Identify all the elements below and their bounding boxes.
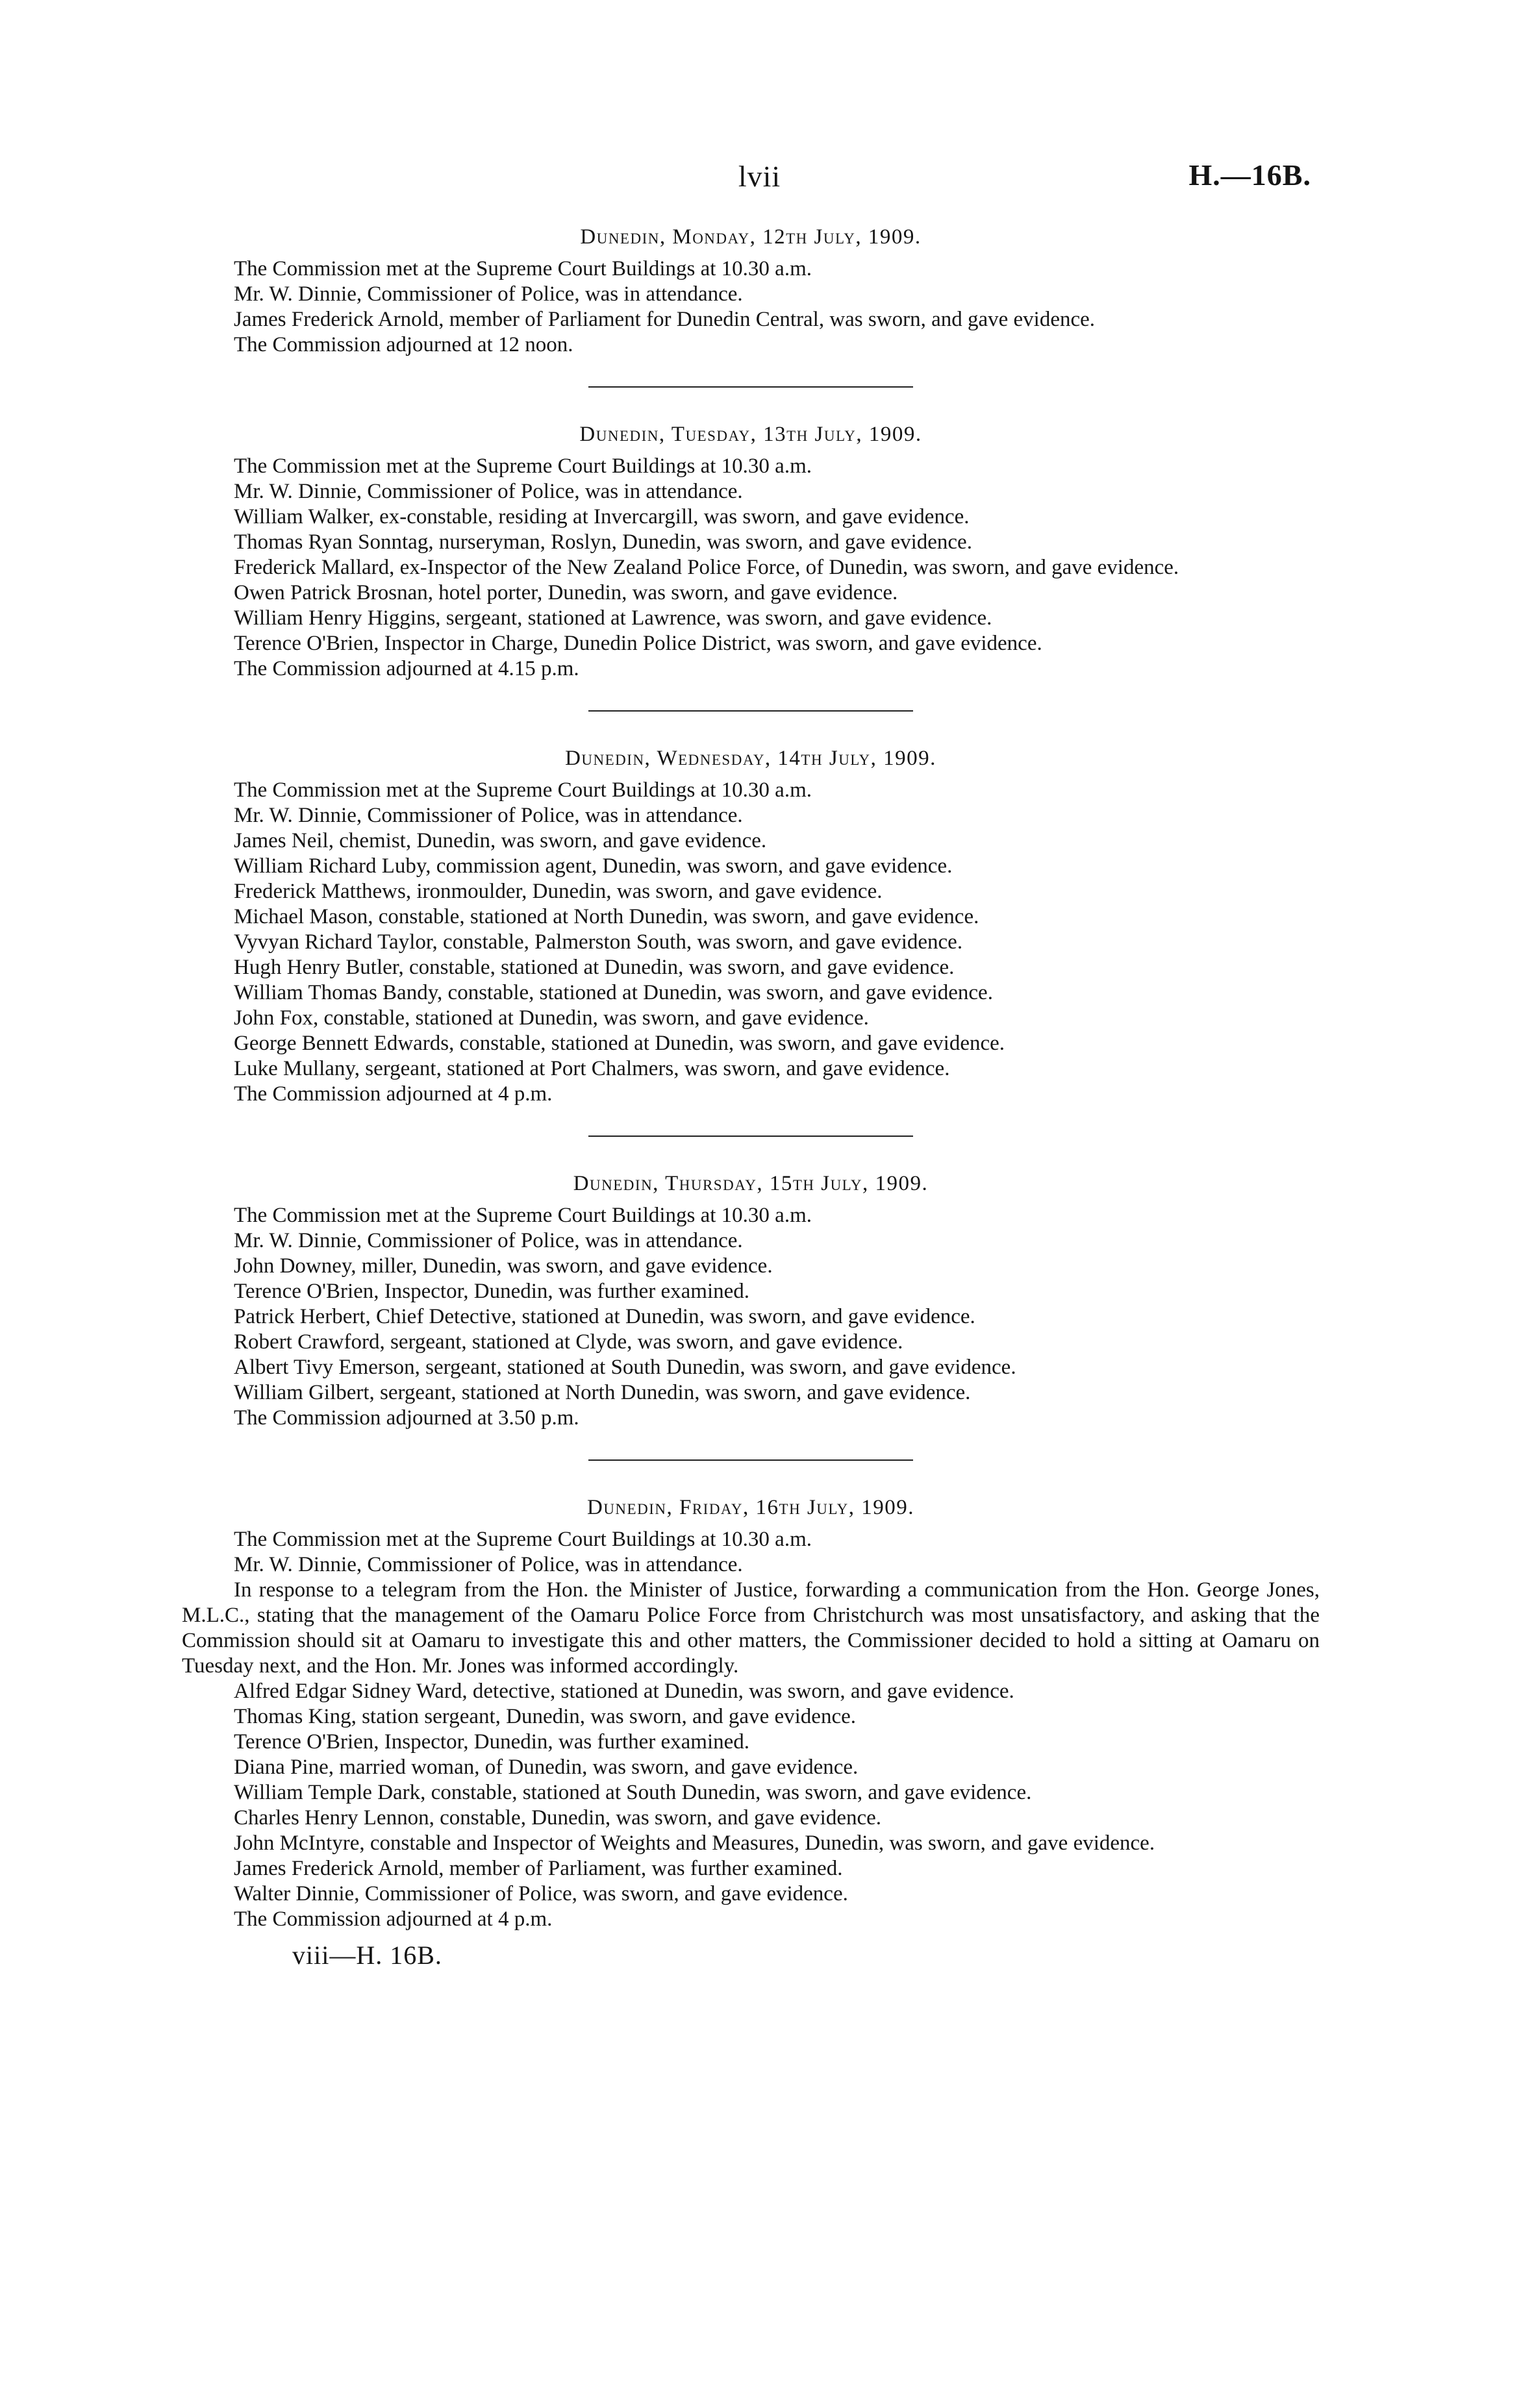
document-reference: H.—16B. bbox=[1188, 158, 1311, 192]
minute-entry: Alfred Edgar Sidney Ward, detective, stationed at Dunedin, was sworn, and gave evidence. bbox=[234, 1680, 1014, 1703]
minute-entry: Patrick Herbert, Chief Detective, stationed at Dunedin, was sworn, and gave evidence. bbox=[234, 1305, 975, 1328]
minute-entry: Thomas King, station sergeant, Dunedin, was sworn, and gave evidence. bbox=[234, 1705, 856, 1728]
session-friday bbox=[182, 1495, 1320, 1932]
session-thursday bbox=[182, 1171, 1320, 1431]
minute-entry: John McIntyre, constable and Inspector of Weights and Measures, Dunedin, was sworn, and gave evidence. bbox=[234, 1831, 1155, 1855]
minute-entry: James Frederick Arnold, member of Parliament, was further examined. bbox=[234, 1857, 843, 1880]
minute-entry: James Neil, chemist, Dunedin, was sworn, and gave evidence. bbox=[234, 829, 767, 852]
minute-entry: James Frederick Arnold, member of Parliament for Dunedin Central, was sworn, and gave evidence. bbox=[234, 308, 1096, 331]
minute-entry: Albert Tivy Emerson, sergeant, stationed at South Dunedin, was sworn, and gave evidence. bbox=[234, 1356, 1016, 1379]
minute-entry: George Bennett Edwards, constable, stationed at Dunedin, was sworn, and gave evidence. bbox=[234, 1032, 1005, 1055]
minute-entry: William Thomas Bandy, constable, stationed at Dunedin, was sworn, and gave evidence. bbox=[234, 981, 993, 1004]
minute-entry: William Walker, ex-constable, residing at Invercargill, was sworn, and gave evidence. bbox=[234, 505, 970, 528]
minute-entry: John Fox, constable, stationed at Dunedin, was sworn, and gave evidence. bbox=[234, 1006, 869, 1030]
session-tuesday bbox=[182, 421, 1320, 682]
session-monday bbox=[182, 224, 1320, 358]
minute-entry: Terence O'Brien, Inspector, Dunedin, was further examined. bbox=[234, 1730, 750, 1754]
section-divider bbox=[588, 386, 913, 388]
minute-entry: The Commission met at the Supreme Court Buildings at 10.30 a.m. bbox=[234, 257, 812, 280]
minute-entry: Hugh Henry Butler, constable, stationed at Dunedin, was sworn, and gave evidence. bbox=[234, 956, 955, 979]
minute-entry: Owen Patrick Brosnan, hotel porter, Dunedin, was sworn, and gave evidence. bbox=[234, 581, 898, 604]
minute-entry: The Commission adjourned at 4 p.m. bbox=[234, 1082, 553, 1106]
minute-entry: Mr. W. Dinnie, Commissioner of Police, was in attendance. bbox=[234, 804, 743, 827]
session-heading: Dunedin, Tuesday, 13th July, 1909. bbox=[579, 423, 922, 446]
section-divider bbox=[588, 710, 913, 712]
minute-entry: Thomas Ryan Sonntag, nurseryman, Roslyn, Dunedin, was sworn, and gave evidence. bbox=[234, 530, 972, 554]
minute-entry: The Commission adjourned at 4.15 p.m. bbox=[234, 657, 579, 680]
minute-entry: Terence O'Brien, Inspector in Charge, Dunedin Police District, was sworn, and gave evidence. bbox=[234, 632, 1042, 655]
minute-entry: William Temple Dark, constable, stationed at South Dunedin, was sworn, and gave evidence. bbox=[234, 1781, 1032, 1804]
minute-entry: William Gilbert, sergeant, stationed at North Dunedin, was sworn, and gave evidence. bbox=[234, 1381, 971, 1404]
signature-reference: viii—H. 16B. bbox=[292, 1941, 442, 1970]
section-divider bbox=[588, 1136, 913, 1137]
session-wednesday bbox=[182, 745, 1320, 1107]
minute-entry: Mr. W. Dinnie, Commissioner of Police, was in attendance. bbox=[234, 480, 743, 503]
minute-entry: The Commission met at the Supreme Court Buildings at 10.30 a.m. bbox=[234, 1528, 812, 1551]
session-heading: Dunedin, Thursday, 15th July, 1909. bbox=[573, 1172, 929, 1195]
minute-entry: Mr. W. Dinnie, Commissioner of Police, was in attendance. bbox=[234, 1553, 743, 1576]
minute-entry: Diana Pine, married woman, of Dunedin, was sworn, and gave evidence. bbox=[234, 1756, 859, 1779]
minute-entry: The Commission met at the Supreme Court Buildings at 10.30 a.m. bbox=[234, 454, 812, 478]
session-heading: Dunedin, Monday, 12th July, 1909. bbox=[580, 225, 922, 249]
minute-entry: The Commission adjourned at 3.50 p.m. bbox=[234, 1406, 579, 1430]
minute-entry: William Richard Luby, commission agent, Dunedin, was sworn, and gave evidence. bbox=[234, 854, 953, 878]
minute-entry: Mr. W. Dinnie, Commissioner of Police, was in attendance. bbox=[234, 1229, 743, 1252]
minute-entry: Luke Mullany, sergeant, stationed at Port Chalmers, was sworn, and gave evidence. bbox=[234, 1057, 950, 1080]
minute-entry: Charles Henry Lennon, constable, Dunedin, was sworn, and gave evidence. bbox=[234, 1806, 882, 1830]
minute-entry: Terence O'Brien, Inspector, Dunedin, was further examined. bbox=[234, 1280, 750, 1303]
minute-entry: Frederick Mallard, ex-Inspector of the New Zealand Police Force, of Dunedin, was sworn, and gave evidence. bbox=[234, 556, 1179, 579]
minute-entry: Walter Dinnie, Commissioner of Police, was sworn, and gave evidence. bbox=[234, 1882, 848, 1905]
minute-entry: Frederick Matthews, ironmoulder, Dunedin, was sworn, and gave evidence. bbox=[234, 880, 883, 903]
minute-entry: The Commission adjourned at 4 p.m. bbox=[234, 1907, 553, 1931]
session-heading: Dunedin, Friday, 16th July, 1909. bbox=[586, 1496, 915, 1519]
minute-entry: The Commission met at the Supreme Court Buildings at 10.30 a.m. bbox=[234, 1204, 812, 1227]
minute-entry: Michael Mason, constable, stationed at North Dunedin, was sworn, and gave evidence. bbox=[234, 905, 979, 928]
minute-entry: John Downey, miller, Dunedin, was sworn, and gave evidence. bbox=[234, 1254, 773, 1278]
minute-entry: William Henry Higgins, sergeant, stationed at Lawrence, was sworn, and gave evidence. bbox=[234, 606, 992, 630]
minute-entry: Vyvyan Richard Taylor, constable, Palmerston South, was sworn, and gave evidence. bbox=[234, 930, 963, 954]
minute-entry: Mr. W. Dinnie, Commissioner of Police, was in attendance. bbox=[234, 282, 743, 306]
minutes-content bbox=[182, 224, 1320, 1970]
minute-entry: In response to a telegram from the Hon. the Minister of Justice, forwarding a communication from the Hon. George Jones, M.L.C., stating that the management of the Oamaru Police Force from Christchurch was most unsatisfactory, and asking that the Commission should sit at Oamaru to investigate this and other matters, the Commissioner decided to hold a sitting at Oamaru on Tuesday next, and the Hon. Mr. Jones was informed accordingly. bbox=[182, 1578, 1320, 1678]
minute-entry: The Commission met at the Supreme Court Buildings at 10.30 a.m. bbox=[234, 778, 812, 802]
page-number: lvii bbox=[738, 160, 781, 193]
minute-entry: Robert Crawford, sergeant, stationed at Clyde, was sworn, and gave evidence. bbox=[234, 1330, 903, 1354]
session-heading: Dunedin, Wednesday, 14th July, 1909. bbox=[565, 747, 936, 770]
section-divider bbox=[588, 1459, 913, 1461]
minute-entry: The Commission adjourned at 12 noon. bbox=[234, 333, 573, 356]
